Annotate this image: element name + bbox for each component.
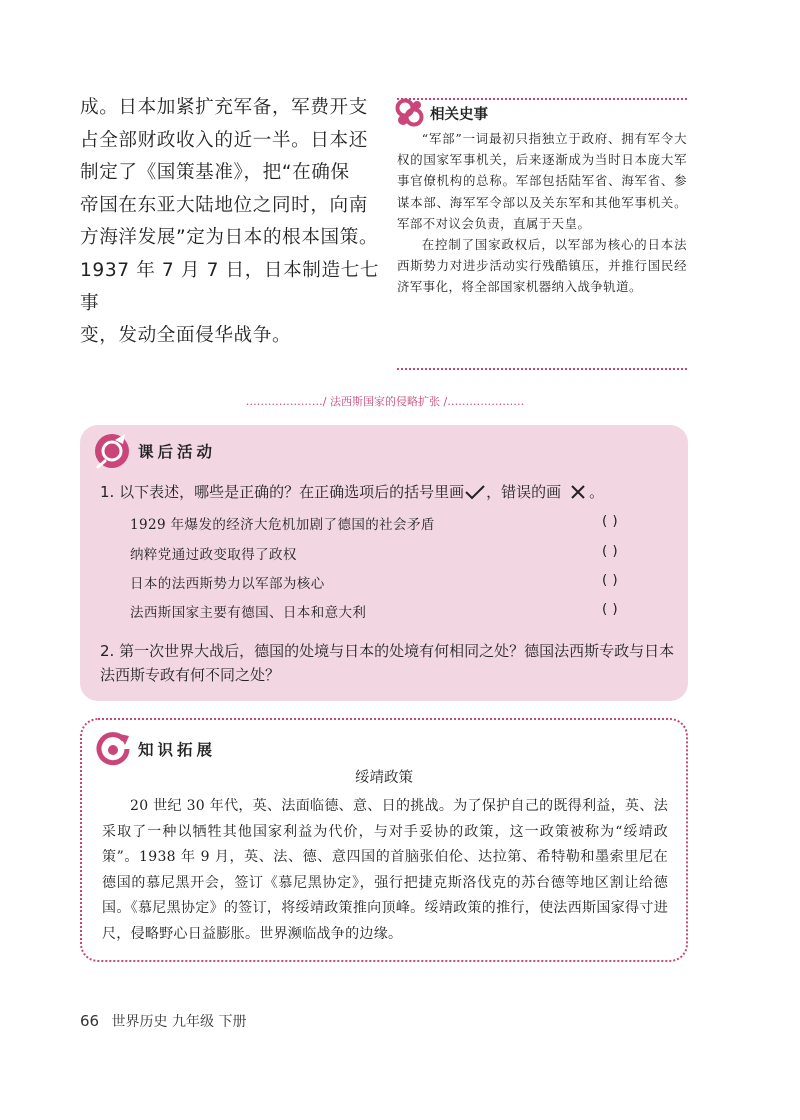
- text-line: 1937 年 7 月 7 日，日本制造七七事: [80, 259, 380, 314]
- knowledge-header: [94, 730, 216, 768]
- knowledge-icon: [94, 730, 132, 768]
- book-title: 世界历史 九年级 下册: [111, 1014, 247, 1030]
- text-line: 制定了《国策基准》，把“在确保: [80, 162, 350, 184]
- question-1-prefix: 1. 以下表述，哪些是正确的？在正确选项后的括号里画: [100, 483, 465, 501]
- sidebar-body: [397, 128, 687, 298]
- statement-text: 日本的法西斯势力以军部为核心: [130, 576, 325, 592]
- main-body-text: [80, 92, 380, 353]
- statement-item: [130, 543, 670, 563]
- statement-item: [130, 572, 670, 592]
- activity-box: [80, 425, 688, 701]
- answer-parentheses: ( ): [602, 543, 619, 559]
- knowledge-title: 知识拓展: [138, 741, 217, 759]
- question-2: 2. 第一次世界大战后，德国的处境与日本的处境有何相同之处？德国法西斯专政与日本法西斯专政有何不同之处？: [100, 642, 675, 684]
- sidebar-paragraph: “军部”一词最初只指独立于政府、拥有军令大权的国家军事机关，后来逐渐成为当时日本庞大军事官僚机构的总称。军部包括陆军省、海军省、参谋本部、海军军令部以及关东军和其他军事机关。军部不对议会负责，直属于天皇。: [397, 131, 687, 231]
- cross-mark-icon: [567, 484, 589, 500]
- answer-parentheses: ( ): [602, 601, 619, 617]
- statement-text: 纳粹党通过政变取得了政权: [130, 547, 297, 563]
- essay-body: [102, 794, 668, 948]
- text-line: 占全部财政收入的近一半。日本还: [80, 129, 368, 151]
- knowledge-box: [80, 718, 688, 962]
- activity-title: 课后活动: [138, 443, 217, 461]
- text-line: 方海洋发展”定为日本的根本国策。: [80, 227, 379, 249]
- statement-text: 1929 年爆发的经济大危机加剧了德国的社会矛盾: [130, 517, 435, 533]
- text-line: 变，发动全面侵华战争。: [80, 325, 292, 347]
- text-line: 成。日本加紧扩充军备，军费开支: [80, 97, 368, 118]
- related-history-sidebar: [397, 98, 687, 370]
- page-footer: [80, 1011, 246, 1031]
- statement-text: 法西斯国家主要有德国、日本和意大利: [130, 605, 367, 621]
- activity-icon: [92, 431, 132, 471]
- answer-parentheses: ( ): [602, 513, 619, 529]
- text-line: 帝国在东亚大陆地位之同时，向南: [80, 194, 368, 216]
- question-1-middle: ，错误的画: [486, 483, 562, 501]
- statement-item: [130, 601, 670, 621]
- page-number: 66: [80, 1012, 100, 1030]
- related-history-icon: [394, 98, 426, 128]
- essay-title: 绥靖政策: [355, 770, 413, 786]
- check-mark-icon: [464, 484, 486, 500]
- statement-item: [130, 513, 670, 533]
- sidebar-header: [394, 98, 488, 128]
- sidebar-title: 相关史事: [430, 106, 488, 123]
- question-1-suffix: 。: [589, 483, 605, 501]
- sidebar-paragraph: 在控制了国家政权后，以军部为核心的日本法西斯势力对进步活动实行残酷镇压，并推行国民经济军事化，将全部国家机器纳入战争轨道。: [397, 237, 687, 295]
- section-divider: …………………/ 法西斯国家的侵略扩张 /…………………: [245, 395, 525, 408]
- activity-header: [92, 431, 216, 471]
- question-1: [100, 481, 680, 502]
- essay-paragraph: 20 世纪 30 年代，英、法面临德、意、日的挑战。为了保护自己的既得利益，英、法采取了一种以牺牲其他国家利益为代价，与对手妥协的政策，这一政策被称为“绥靖政策”。1938 年 9 月，英、法、德、意四国的首脑张伯伦、达拉第、希特勒和墨索里尼在德国的慕尼黑开会，签订《慕尼黑协定》，强行把捷克斯洛伐克的苏台德等地区割让给德国。《慕尼黑协定》的签订，将绥靖政策推向顶峰。绥靖政策的推行，使法西斯国家得寸进尺，侵略野心日益膨胀。世界濒临战争的边缘。: [102, 798, 668, 942]
- answer-parentheses: ( ): [602, 572, 619, 588]
